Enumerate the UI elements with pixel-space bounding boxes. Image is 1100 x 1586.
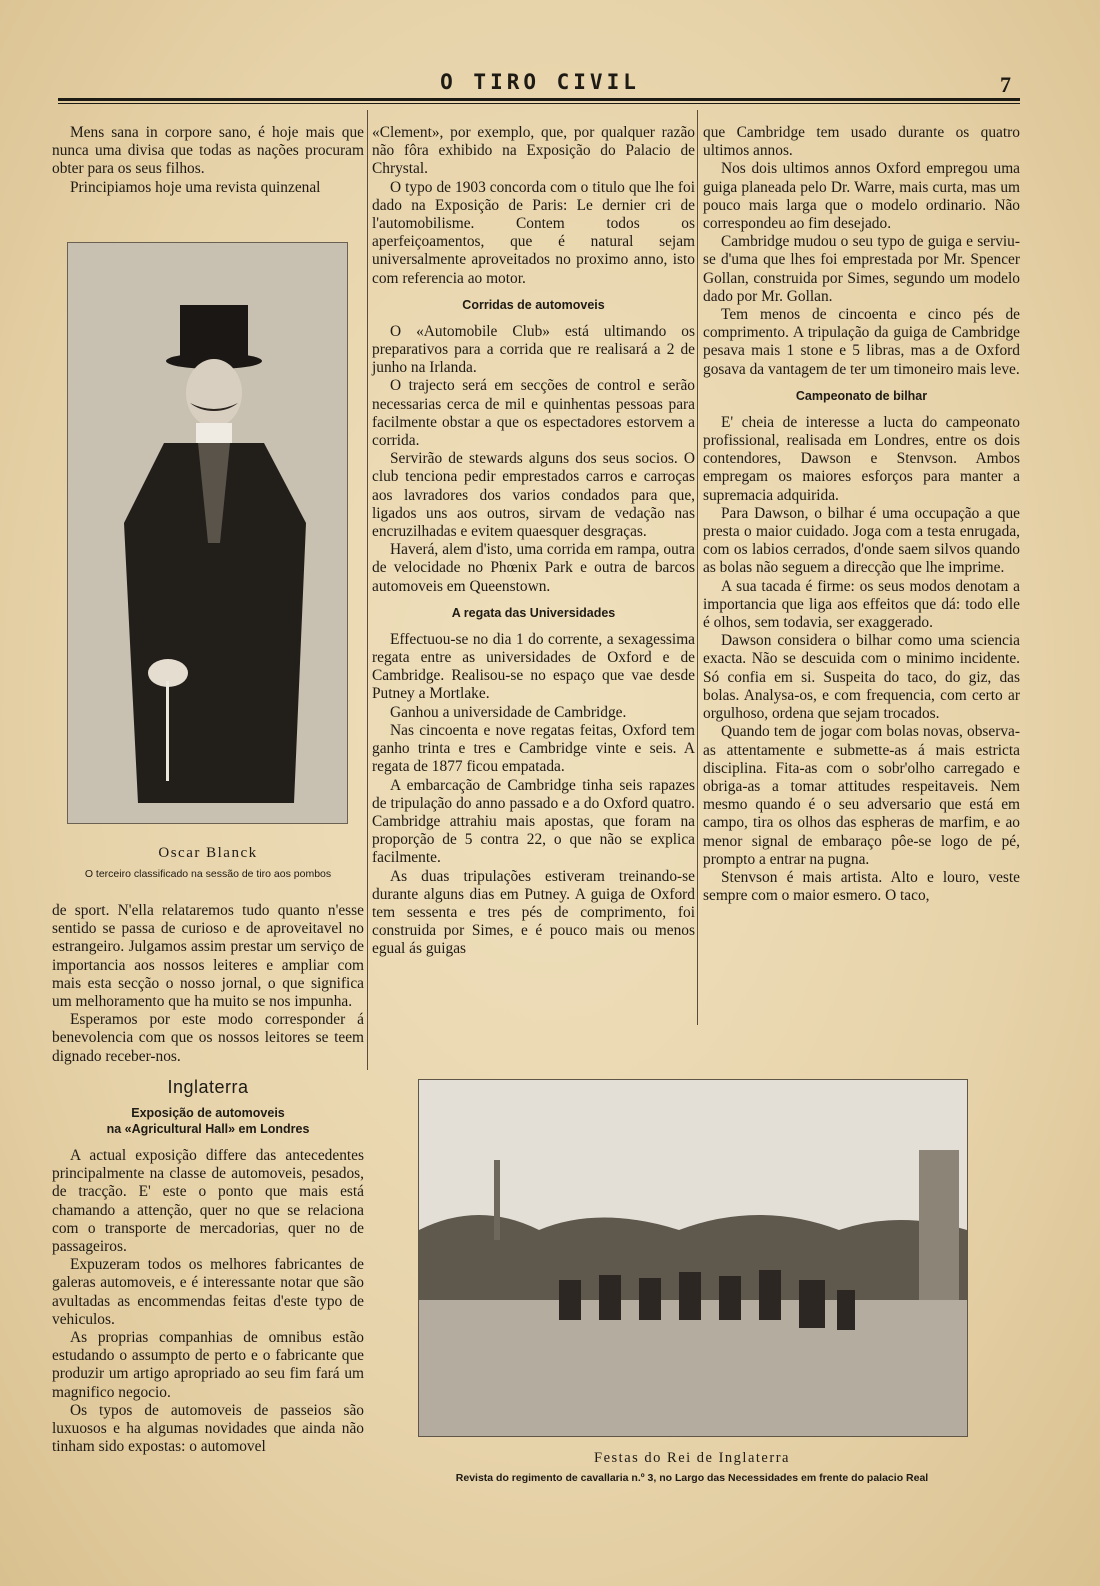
paragraph: de sport. N'ella relataremos tudo quanto n'esse sentido se passa de curioso e de aproveitavel no estrangeiro. Julgamos assim prestar um serviço de importancia aos nossos leiteres e ampliar com mais esta secção o nosso jornal, o que significa um melhoramento que ha muito se nos impunha.	[52, 902, 364, 1011]
paragraph: «Clement», por exemplo, que, por qualquer razão não fôra exhibido na Exposição do Palacio de Chrystal.	[372, 124, 695, 178]
paragraph: Ganhou a universidade de Cambridge.	[390, 703, 627, 721]
paragraph: Nos dois ultimos annos Oxford empregou uma guiga planeada pelo Dr. Warre, mais curta, mas um pouco mais larga que o modelo ordinario. Não correspondeu ao fim desejado.	[703, 160, 1020, 233]
parade-caption-sub: Revista do regimento de cavallaria n.º 3, no Largo das Necessidades em frente do palacio Real	[455, 1472, 929, 1484]
paragraph: As proprias companhias de omnibus estão estudando o assumpto de perto e o fabricante que produzir um artigo apropriado ao seu fim fará um magnifico negocio.	[52, 1329, 364, 1401]
portrait-photo	[67, 242, 348, 824]
header-rule-thin	[58, 103, 1020, 104]
portrait-caption-sub: O terceiro classificado na sessão de tiro aos pombos	[84, 868, 332, 880]
paragraph: Nas cincoenta e nove regatas feitas, Oxford tem ganho trinta e tres e Cambridge vinte e seis. A regata de 1877 ficou empatada.	[372, 721, 695, 776]
paragraph: Quando tem de jogar com bolas novas, observa-as attentamente e submette-as á mais estricta disciplina. Fita-as com o sobr'olho carregado e obriga-as a tomar attitudes respeitaveis. Nem mesmo quando é o seu adversario que está em campo, tira os olhos das espheras de marfim, e ao menor signal de embaraço pôe-se logo de pé, prompto a entrar na pugna.	[703, 723, 1020, 868]
paragraph: E' cheia de interesse a lucta do campeonato profissional, realisada em Londres, entre os dois contendores, Dawson e Stenvson. Ambos empregam os maiores esforços para manter a supremacia adquirida.	[703, 413, 1020, 504]
subheading-line: Exposição de automoveis	[131, 1106, 285, 1121]
column-divider-left	[367, 110, 368, 1070]
paragraph: Haverá, alem d'isto, uma corrida em rampa, outra de velocidade no Phœnix Park e outra de barcos automoveis em Queenstown.	[372, 541, 695, 595]
parade-photo	[418, 1079, 968, 1437]
column-1-top	[52, 124, 364, 197]
paragraph: Tem menos de cincoenta e cinco pés de comprimento. A tripulação da guiga de Cambridge pesava mais 1 stone e 5 libras, mas a de Oxford gosava da vantagem de ter um timoneiro mais leve.	[703, 306, 1020, 378]
paragraph: Cambridge mudou o seu typo de guiga e serviu-se d'uma que lhes foi emprestada por Mr. Spencer Gollan, construida por Simes, segundo um modelo dado por Mr. Gollan.	[703, 233, 1020, 305]
column-divider-right	[697, 110, 698, 1025]
paragraph: A actual exposição differe das antecedentes principalmente na classe de automoveis, pesados, de tracção. E' este o ponto que mais está chamando a attenção, quer no que se relaciona com o transporte de mercadorias, quer no de passageiros.	[52, 1147, 364, 1256]
section-title: Inglaterra	[167, 1076, 249, 1097]
paragraph: Para Dawson, o bilhar é uma occupação a que presta o maior cuidado. Joga com a testa enrugada, com os labios cerrados, d'onde saem silvos quando as bolas não seguem a direcção que lhe imprime.	[703, 504, 1020, 577]
paragraph: Esperamos por este modo corresponder á benevolencia com que os nossos leitores se teem dignado receber-nos.	[52, 1011, 364, 1065]
paragraph: Dawson considera o bilhar como uma sciencia exacta. Não se descuida com o minimo incidente. Só confia em si. Suspeita do taco, do giz, das bolas. Analysa-os, e com frequencia, com certo ar orgulhoso, ordena que sejam trocados.	[703, 632, 1020, 723]
paragraph: O trajecto será em secções de control e serão necessarias cerca de mil e quinhentas pessoas para facilmente obstar a que os espectadores estorvem a corrida.	[372, 377, 695, 450]
masthead: O TIRO CIVIL	[440, 70, 640, 94]
subheading: A regata das Universidades	[451, 605, 616, 620]
paragraph: Principiamos hoje uma revista quinzenal	[70, 178, 321, 196]
paragraph: A embarcação de Cambridge tinha seis rapazes de tripulação do anno passado e a do Oxford quatro. Cambridge attrahiu mais apostas, que foram na proporção de 5 contra 22, o que não se explica facilmente.	[372, 776, 695, 867]
paragraph: Os typos de automoveis de passeios são luxuosos e ha algumas novidades que ainda não tinham sido expostas: o automovel	[52, 1401, 364, 1456]
paragraph: que Cambridge tem usado durante os quatro ultimos annos.	[703, 124, 1020, 160]
subheading	[52, 1105, 364, 1137]
subheading-line: na «Agricultural Hall» em Londres	[106, 1122, 310, 1137]
paragraph: A sua tacada é firme: os seus modos denotam a importancia que liga aos effeitos que dá: todo elle é olhos, sem todavia, ser exaggerado.	[703, 577, 1020, 632]
paragraph: Expuzeram todos os melhores fabricantes de galeras automoveis, e é interessante notar que são avultadas as encommendas feitas d'este typo de vehiculos.	[52, 1256, 364, 1328]
paragraph: As duas tripulações estiveram treinando-se durante alguns dias em Putney. A guiga de Oxford tem sessenta e tres pés de comprimento, foi construida por Simes, e é pouco mais ou menos egual ás guigas	[372, 867, 695, 958]
paragraph: Mens sana in corpore sano, é hoje mais que nunca uma divisa que todas as nações procuram obter para os seus filhos.	[52, 124, 364, 178]
paragraph: Effectuou-se no dia 1 do corrente, a sexagessima regata entre as universidades de Oxford e de Cambridge. Realisou-se no espaço que vae desde Putney a Mortlake.	[372, 630, 695, 703]
portrait-caption-name: Oscar Blanck	[158, 845, 258, 861]
paragraph: O «Automobile Club» está ultimando os preparativos para a corrida que re realisará a 2 de junho na Irlanda.	[372, 322, 695, 377]
parade-illustration	[419, 1080, 967, 1436]
parade-caption-title: Festas do Rei de Inglaterra	[594, 1450, 790, 1466]
paragraph: Stenvson é mais artista. Alto e louro, veste sempre com o maior esmero. O taco,	[703, 868, 1020, 905]
header-rule-thick	[58, 98, 1020, 101]
column-3	[703, 124, 1020, 905]
portrait-illustration	[68, 243, 347, 823]
paragraph: O typo de 1903 concorda com o titulo que lhe foi dado na Exposição de Paris: Le dernier cri de l'automobilisme. Contem todos os aperfeiçoamentos, que é natural sejam universalmente aproveitados no proximo anno, isto com referencia ao motor.	[372, 178, 695, 287]
paragraph: Servirão de stewards alguns dos seus socios. O club tenciona pedir emprestados carros e carroças aos lavradores dos varios condados para que, ligados uns aos outros, sirvam de vedação nas encruzilhadas e evitem quaesquer desgraças.	[372, 450, 695, 541]
column-1-bottom	[52, 902, 364, 1456]
subheading: Corridas de automoveis	[462, 297, 605, 312]
page-number: 7	[1000, 72, 1011, 97]
subheading: Campeonato de bilhar	[795, 388, 928, 403]
column-2	[372, 124, 695, 959]
